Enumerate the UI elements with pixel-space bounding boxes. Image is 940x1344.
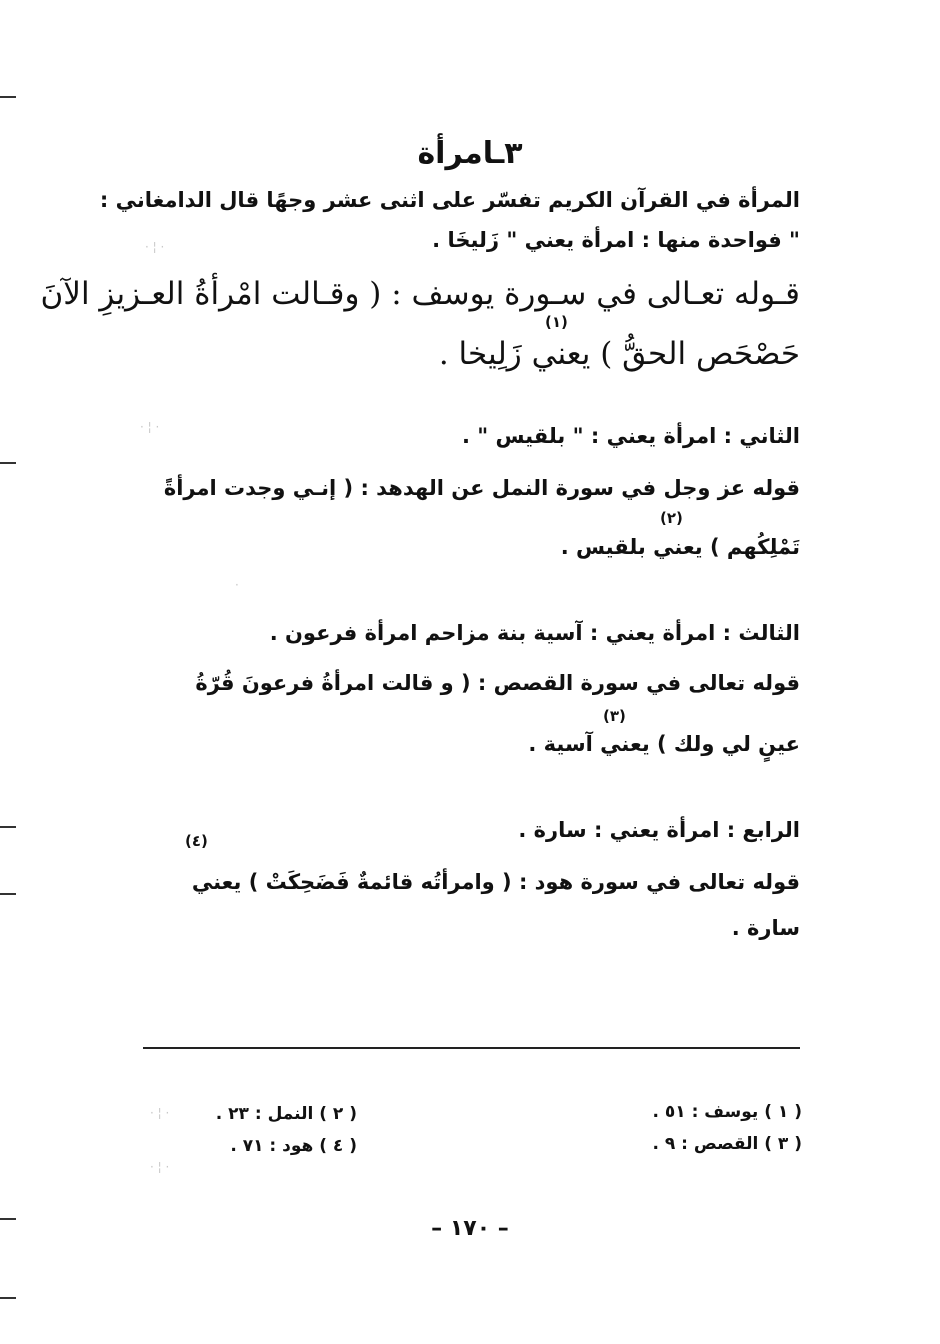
page-title: ٣ـامرأة bbox=[417, 136, 523, 171]
verse-line bbox=[140, 336, 800, 373]
scan-speck: · bbox=[235, 578, 239, 592]
footnote-divider bbox=[143, 1047, 800, 1049]
scan-speck: · ¦ · bbox=[140, 420, 160, 434]
intro-line-2: " فواحدة منها : امرأة يعني " زَليخَا . bbox=[432, 228, 800, 252]
verse-text: عينٍ لي ولك ) يعني آسية . bbox=[528, 732, 800, 756]
footnote-3: ( ٣ ) القصص : ٩ . bbox=[652, 1134, 802, 1154]
footnote-ref: (٣) bbox=[603, 707, 626, 725]
verse-text: قوله تعالى في سورة هود : ( وامرأتُه قائمةٌ فَضَحِكَتْ ) يعني bbox=[191, 870, 800, 894]
page-number: – ١٧٠ – bbox=[431, 1216, 509, 1241]
verse-text: حَصْحَص الحقُّ ) يعني زَلِيخا . bbox=[438, 336, 800, 372]
verse-text: تَمْلِكُهم ) يعني بلقيس . bbox=[560, 535, 800, 559]
footnote-ref: (٢) bbox=[660, 509, 683, 527]
verse-line bbox=[140, 916, 800, 941]
verse-text: قوله عز وجل في سورة النمل عن الهدهد : ( إنـي وجدت امرأةً bbox=[163, 476, 800, 500]
verse-text: قوله تعالى في سورة القصص : ( و قالت امرأةُ فرعونَ قُرّةُ bbox=[195, 671, 800, 695]
intro-line-1: المرأة في القرآن الكريم تفسّر على اثنى عشر وجهًا قال الدامغاني : bbox=[99, 188, 800, 212]
scan-mark bbox=[0, 96, 16, 98]
section-heading: الرابع : امرأة يعني : سارة . bbox=[518, 818, 800, 842]
footnote-ref: (١) bbox=[545, 313, 568, 331]
footnote-ref: (٤) bbox=[185, 832, 208, 850]
verse-text: قـوله تعـالى في سـورة يوسف : ( وقـالت امْرأةُ العـزيزِ الآنَ bbox=[40, 276, 800, 312]
verse-line bbox=[140, 535, 800, 560]
verse-line bbox=[140, 671, 800, 696]
scan-mark bbox=[0, 462, 16, 464]
scan-speck: · ¦ · bbox=[145, 240, 165, 254]
verse-line bbox=[140, 870, 800, 895]
footnote-2: ( ٢ ) النمل : ٢٣ . bbox=[215, 1104, 357, 1124]
verse-line bbox=[40, 276, 800, 313]
scan-mark bbox=[0, 1297, 16, 1299]
footnote-4: ( ٤ ) هود : ٧١ . bbox=[230, 1136, 357, 1156]
scan-mark bbox=[0, 893, 16, 895]
verse-text: سارة . bbox=[731, 916, 800, 940]
footnote-1: ( ١ ) يوسف : ٥١ . bbox=[652, 1102, 802, 1122]
section-heading: الثالث : امرأة يعني : آسية بنة مزاحم امرأة فرعون . bbox=[269, 621, 800, 645]
scan-speck: · ¦ · bbox=[150, 1160, 170, 1174]
section-heading: الثاني : امرأة يعني : " بلقيس " . bbox=[461, 424, 800, 448]
scan-mark bbox=[0, 826, 16, 828]
scan-speck: · ¦ · bbox=[150, 1106, 170, 1120]
verse-line bbox=[140, 476, 800, 501]
verse-line bbox=[140, 732, 800, 757]
